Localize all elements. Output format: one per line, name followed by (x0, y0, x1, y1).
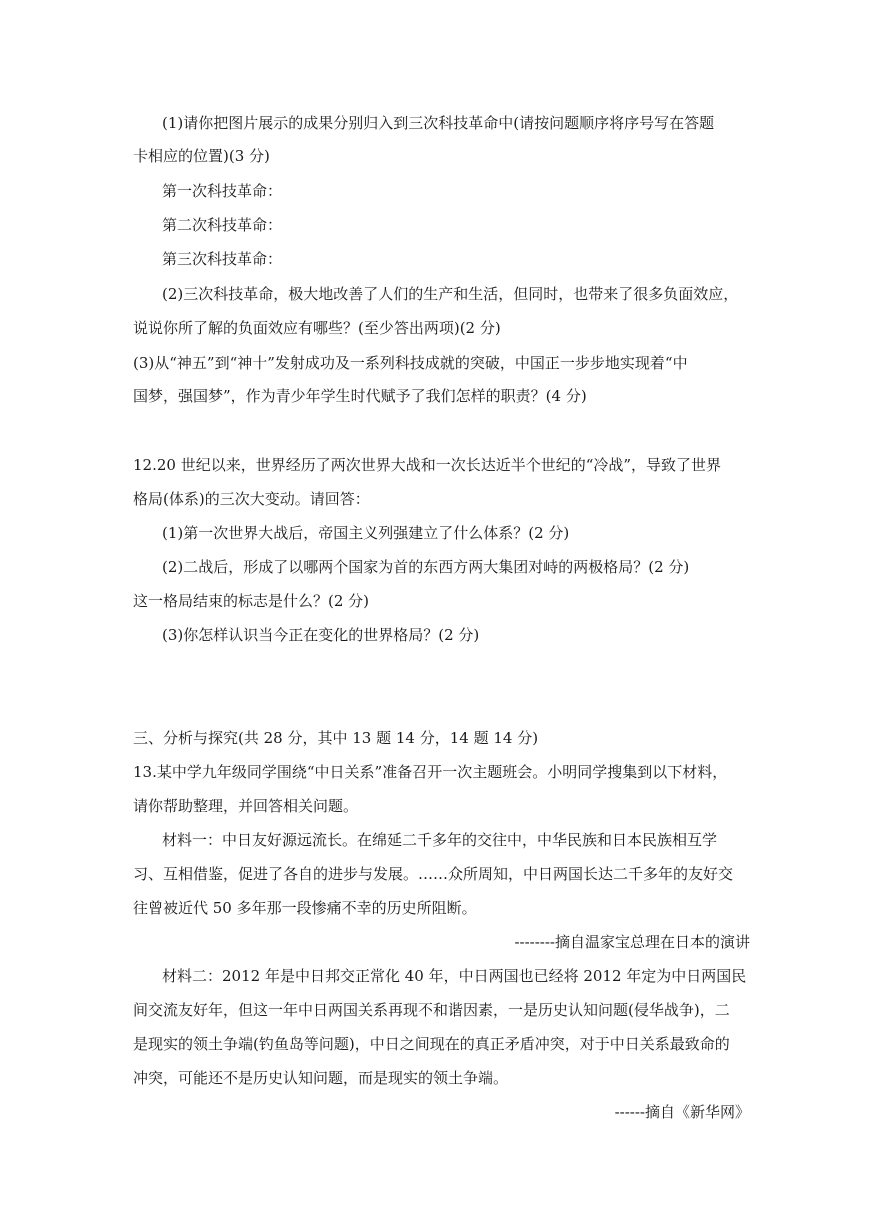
q11-part2-line2: 说说你所了解的负面效应有哪些？(至少答出两项)(2 分) (133, 319, 501, 337)
q11-part1-line2: 卡相应的位置)(3 分) (133, 147, 270, 165)
q13-material2-line2: 间交流友好年，但这一年中日两国关系再现不和谐因素，一是历史认知问题(侵华战争)，二 (133, 1001, 730, 1019)
q13-material2-line1: 材料二：2012 年是中日邦交正常化 40 年，中日两国也已经将 2012 年定为中日两国民 (162, 967, 747, 985)
q12-part2-line1: (2)二战后，形成了以哪两个国家为首的东西方两大集团对峙的两极格局？(2 分) (162, 558, 690, 576)
q13-material1-line2: 习、互相借鉴，促进了各自的进步与发展。……众所周知，中日两国长达二千多年的友好交 (133, 865, 734, 883)
q12-part2-line2: 这一格局结束的标志是什么？(2 分) (133, 592, 370, 610)
q11-revolution-3: 第三次科技革命： (162, 250, 283, 268)
q11-part3-line1: (3)从“神五”到“神十”发射成功及一系列科技成就的突破，中国正一步步地实现着“中 (133, 354, 688, 372)
q13-material2-line4: 冲突，可能还不是历史认知问题，而是现实的领土争端。 (133, 1069, 509, 1087)
q12-part1: (1)第一次世界大战后，帝国主义列强建立了什么体系？(2 分) (162, 524, 570, 542)
q13-material1-source: --------摘自温家宝总理在日本的演讲 (514, 933, 750, 951)
q11-part1-line1: (1)请你把图片展示的成果分别归入到三次科技革命中(请按问题顺序将序号写在答题 (162, 114, 715, 132)
q11-part3-line2: 国梦，强国梦”，作为青少年学生时代赋予了我们怎样的职责？(4 分) (133, 387, 587, 405)
q13-material1-line1: 材料一：中日友好源远流长。在绵延二千多年的交往中，中华民族和日本民族相互学 (162, 831, 718, 849)
q12-part3: (3)你怎样认识当今正在变化的世界格局？(2 分) (162, 626, 480, 644)
q13-material2-line3: 是现实的领土争端(钓鱼岛等问题)，中日之间现在的真正矛盾冲突，对于中日关系最致命的 (133, 1035, 730, 1053)
q11-part2-line1: (2)三次科技革命，极大地改善了人们的生产和生活，但同时，也带来了很多负面效应， (162, 285, 739, 303)
q12-intro-line2: 格局(体系)的三次大变动。请回答： (133, 490, 370, 508)
q13-intro-line2: 请你帮助整理，并回答相关问题。 (133, 797, 359, 815)
q12-intro-line1: 12.20 世纪以来，世界经历了两次世界大战和一次长达近半个世纪的“冷战”，导致了世界 (133, 456, 722, 474)
q13-material2-source: ------摘自《新华网》 (614, 1103, 750, 1121)
q11-revolution-2: 第二次科技革命： (162, 216, 283, 234)
section3-heading: 三、分析与探究(共 28 分，其中 13 题 14 分，14 题 14 分) (133, 729, 539, 747)
q13-material1-line3: 往曾被近代 50 多年那一段惨痛不幸的历史所阻断。 (133, 899, 477, 917)
q11-revolution-1: 第一次科技革命： (162, 182, 283, 200)
q13-intro-line1: 13.某中学九年级同学围绕“中日关系”准备召开一次主题班会。小明同学搜集到以下材料， (133, 763, 728, 781)
